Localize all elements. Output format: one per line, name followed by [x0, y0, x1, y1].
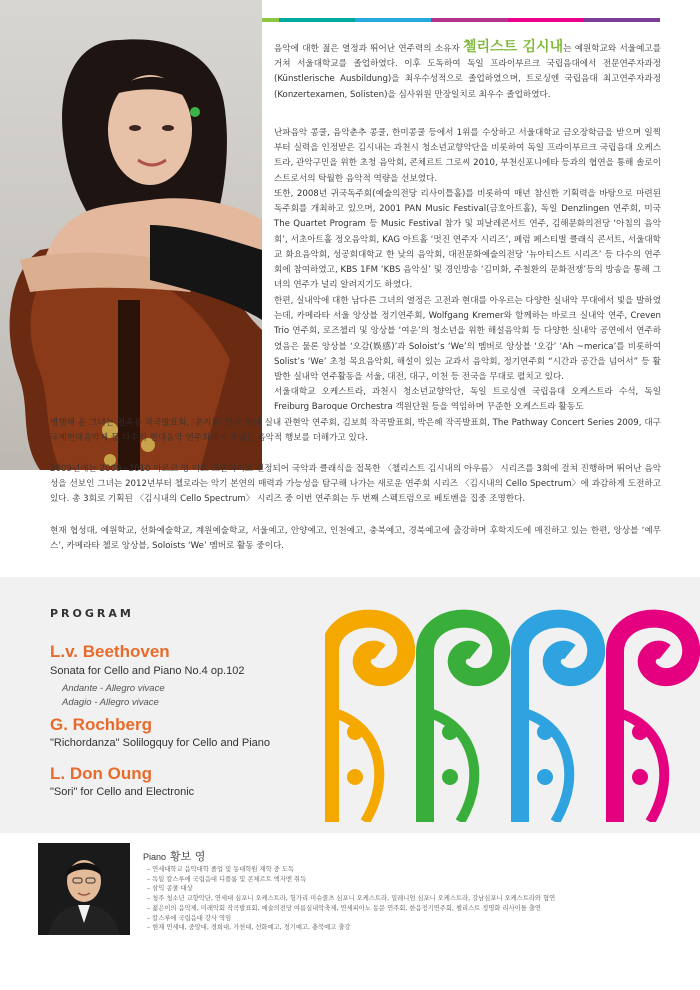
- list-item: – 연세대학교 음악대학 졸업 및 동대학원 재학 중 도독: [147, 865, 555, 875]
- list-item: – 젊은이의 음악제, 미래악회 작곡발표회, 예술의전당 여름실내악축제, 연세피아노 동문 연주회, 한음정기연주회, 첼리스트 정명화 리사이틀 출연: [147, 904, 555, 914]
- bio-text: 음악에 대한 젊은 열정과 뛰어난 연주력의 소유자: [274, 44, 464, 54]
- composer-name: G. Rochberg: [50, 715, 153, 734]
- cello-scroll-graphics: [325, 592, 700, 822]
- list-item: – 삼익 콩쿨 대상: [147, 884, 555, 894]
- cello-scroll-yellow: [330, 619, 406, 822]
- work-title: "Sori" for Cello and Electronic: [50, 786, 195, 798]
- bio-paragraph-2: 난파음악 콩쿨, 음악춘추 콩쿨, 한미콩쿨 등에서 1위를 수상하고 서울대학교 금오장학금을 받으며 일찍부터 실력을 인정받은 김시내는 과천시 청소년교향악단을 비롯하여 독일 프라이부르크 국립음대 오케스트라, 관악구민을 위한 초청 음악회, 콘체르트 그로씨 2010, 부천신포니에타 등과의 협연을 통해 솔로이스트로서의 탁월한 음악적 역량을 선보였다.: [274, 128, 661, 184]
- pianist-photo-illustration: [38, 843, 130, 935]
- cello-scroll-magenta: [615, 619, 691, 822]
- list-item: – 청주 청소년 교향악단, 연세대 심포니 오케스트라, 헝가리 미슈콜츠 심포니 오케스트라, 밀레니엄 심포니 오케스트라, 강남심포니 오케스트라와 협연: [147, 894, 555, 904]
- bio-paragraph-1: [274, 40, 661, 103]
- cellist-name: 첼리스트 김시내: [463, 39, 564, 55]
- movement: Adagio - Allegro vivace: [62, 697, 159, 708]
- cellist-portrait: [0, 0, 262, 470]
- cellist-portrait-illustration: [0, 0, 262, 470]
- color-bar-segment: [508, 18, 584, 22]
- composer-name: L. Don Oung: [50, 764, 152, 783]
- work-title: Sonata for Cello and Piano No.4 op.102: [50, 665, 245, 677]
- pianist-photo: [38, 843, 130, 935]
- work-title: "Richordanza" Solilogquy for Cello and Piano: [50, 737, 270, 749]
- cello-scroll-green: [425, 619, 501, 822]
- color-bar-segment: [431, 18, 507, 22]
- program-heading: PROGRAM: [50, 607, 134, 620]
- composer-name: L.v. Beethoven: [50, 642, 170, 661]
- pianist-heading: [143, 848, 205, 864]
- bio-paragraph-3: 또한, 2008년 귀국독주회(예술의전당 리사이틀홀)를 비롯하여 매년 참신한 기획력을 바탕으로 마련된 독주회를 개최하고 있으며, 2001 PAN Music Festival(금호아트홀), 독일 Denzlingen 연주회, 미국 The Quartet Program 등 Music Festival 참가 및 피날레콘서트 연주, 김해문화의전당 ‘아침의 음악회’, 서초아트홀 정오음악회, KAG 아트홀 ‘멋진 연주자 시리즈’, 페럼 페스티벌 클래식 콘서트, 서울대학교 화요음악회, 성공회대학교 한 낮의 음악회, 대전문화예술의전당 ‘뉴아티스트 시리즈’ 등 다수의 연주회에 참여하였고, KBS 1FM ‘KBS 음악실’ 및 경인방송 ‘김미화, 주철환의 문화전쟁’등의 방송을 통해 그녀의 연주가 널리 알려지기도 하였다.: [274, 189, 661, 291]
- bio-paragraph-7: 2009년에는 2009~2010 아르코 영 아트 프론티어로 선정되어 국악과 클래식을 접목한 〈첼리스트 김시내의 아우름〉 시리즈를 3회에 걸쳐 진행하며 뛰어난 음악성을 선보인 그녀는 2012년부터 첼로라는 악기 본연의 매력과 가능성을 탐구해 나가는 새로운 연주회 시리즈 〈김시내의 Cello Spectrum〉에 과감하게 도전하고 있다. 총 3회로 기획된 〈김시내의 Cello Spectrum〉 시리즈 중 이번 연주회는 두 번째 스펙트럼으로 베토벤을 집중 조명한다.: [50, 464, 661, 505]
- color-bar-segment: [279, 18, 355, 22]
- bio-paragraph-8: 현재 협성대, 예원학교, 선화예술학교, 계원예술학교, 서울예고, 안양예고, 인천예고, 충북예고, 경북예고에 출강하며 후학지도에 매진하고 있는 한편, 앙상블 ‘예무스’, 카메라타 첼로 앙상블, Soloists ‘We’ 멤버로 활동 중이다.: [50, 526, 661, 552]
- color-bar-segment: [584, 18, 660, 22]
- pianist-bio-list: [147, 865, 555, 933]
- pianist-name: 황보 영: [170, 850, 206, 863]
- bio-paragraph-5: 서울대학교 오케스트라, 과천시 청소년교향악단, 독일 트로싱엔 국립음대 오케스트라 수석, 독일 Freiburg Baroque Orchestra 객원단원 등을 역임하며 꾸준한 오케스트라 활동도: [274, 387, 661, 413]
- color-bar-segment: [355, 18, 431, 22]
- bio-paragraph-6: 병행해 온 그녀는 전옥용 작곡발표회, ‘운지회’ 한국 현대 실내 관현악 연주회, 김보희 작곡발표회, 박은혜 작곡발표회, The Pathway Concert Series 2009, 대구국제현대음악제 등 다수의 현대음악 연주회에서 폭넓은 음악적 행보를 더해가고 있다.: [50, 418, 661, 444]
- list-item: – 칼스루에 국립음대 강사 역임: [147, 914, 555, 924]
- bio-text: 는 예원학교와 서울예고를 거쳐 서울대학교를 졸업하였다. 이후 도독하여 독일 프라이부르크 국립음대에서 전문연주자과정(Künstlerische Ausbildung)을 최우수성적으로 졸업하였으며, 트로싱엔 국립음대 최고연주자과정(Konzertexamen, Solisten)을 심사위원 만장일치로 최우수 졸업하였다.: [274, 44, 661, 100]
- movement: Andante - Allegro vivace: [62, 683, 165, 694]
- list-item: – 현재 연세대, 중앙대, 경희대, 가천대, 선화예고, 경기예고, 충북예고 출강: [147, 923, 555, 933]
- list-item: – 독일 칼스루에 국립음대 디플롬 및 콘체르트 엑자멘 취득: [147, 875, 555, 885]
- pianist-role: Piano: [143, 852, 167, 862]
- cello-scroll-blue: [520, 619, 596, 822]
- bio-paragraph-4: 한편, 실내악에 대한 남다른 그녀의 열정은 고전과 현대를 아우르는 다양한 실내악 무대에서 빛을 발하였는데, 카메라타 서울 앙상블 정기연주회, Wolfgang Kremer와 함께하는 바로크 실내악 연주, Creven Trio 연주회, 로즈첼리 및 앙상블 ‘여운’의 청소년을 위한 해설음악회 등 다양한 실내악 공연에서 연주하였음은 물론 앙상블 ‘오감(娛感)’과 Soloist’s ‘We’의 멤버로 앙상블 ‘오감’ ‘Ah ~merica’를 비롯하여 Solist’s ‘We’ 초청 목요음악회, 해설이 있는 교과서 음악회, 정기연주회 “시간과 공간을 넘어서” 등 활발한 실내악 연주활동을 서울, 대전, 대구, 이천 등 전국을 무대로 펼치고 있다.: [274, 296, 661, 383]
